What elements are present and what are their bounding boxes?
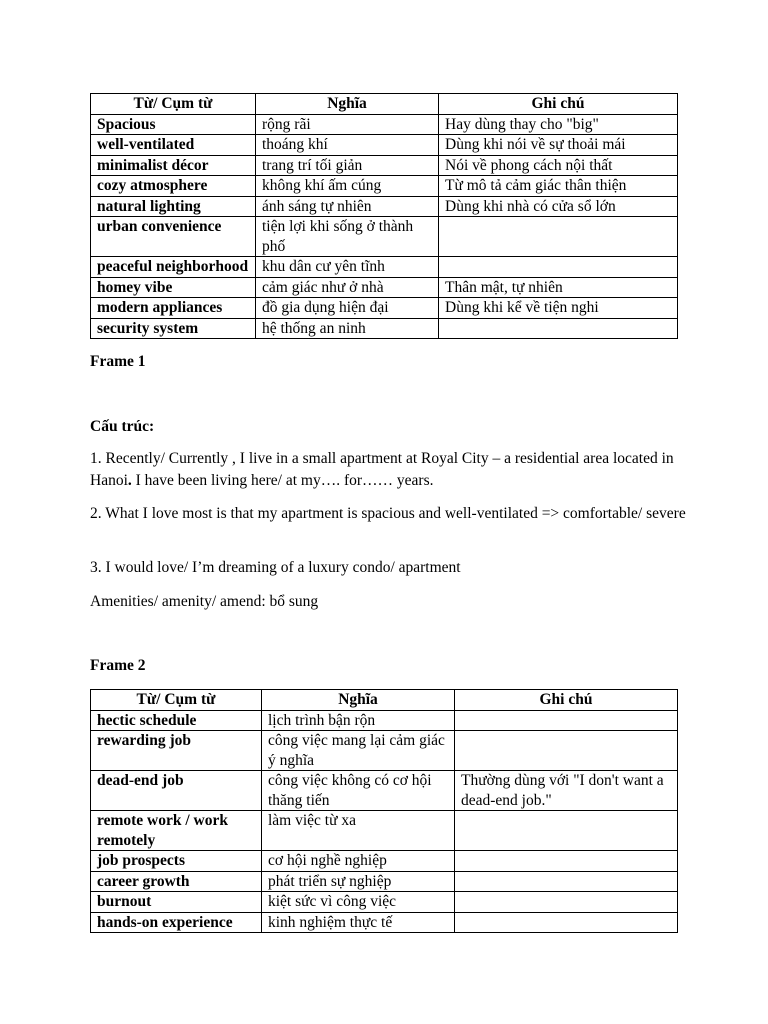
- vocab-table-housing: [90, 93, 678, 339]
- table-row: [91, 298, 678, 319]
- meaning-cell: phát triển sự nghiệp: [262, 871, 455, 892]
- term-cell: natural lighting: [91, 196, 256, 217]
- table-header-row: [91, 690, 678, 711]
- note-cell: Thường dùng với "I don't want a dead-end job.": [455, 771, 678, 811]
- table-row: [91, 771, 678, 811]
- meaning-cell: thoáng khí: [256, 135, 439, 156]
- meaning-cell: kinh nghiệm thực tế: [262, 912, 455, 933]
- meaning-cell: rộng rãi: [256, 114, 439, 135]
- table-row: [91, 318, 678, 339]
- meaning-cell: công việc không có cơ hội thăng tiến: [262, 771, 455, 811]
- term-cell: urban convenience: [91, 217, 256, 257]
- note-cell: [455, 912, 678, 933]
- note-cell: [439, 318, 678, 339]
- term-cell: burnout: [91, 892, 262, 913]
- note-cell: [455, 811, 678, 851]
- sentence-1-part-b: I have been living here/ at my…. for…… years.: [131, 472, 434, 489]
- header-term: Từ/ Cụm từ: [91, 690, 262, 711]
- meaning-cell: ánh sáng tự nhiên: [256, 196, 439, 217]
- meaning-cell: kiệt sức vì công việc: [262, 892, 455, 913]
- structure-heading: Cấu trúc:: [90, 418, 155, 435]
- meaning-cell: trang trí tối giản: [256, 155, 439, 176]
- sentence-2: 2. What I love most is that my apartment is spacious and well-ventilated => comfortable/ severe: [90, 505, 686, 522]
- note-cell: Hay dùng thay cho "big": [439, 114, 678, 135]
- meaning-cell: cơ hội nghề nghiệp: [262, 851, 455, 872]
- note-cell: [455, 731, 678, 771]
- note-cell: [455, 871, 678, 892]
- table-row: [91, 196, 678, 217]
- header-meaning: Nghĩa: [262, 690, 455, 711]
- term-cell: career growth: [91, 871, 262, 892]
- meaning-cell: lịch trình bận rộn: [262, 710, 455, 731]
- term-cell: security system: [91, 318, 256, 339]
- header-note: Ghi chú: [439, 94, 678, 115]
- table-row: [91, 710, 678, 731]
- term-cell: modern appliances: [91, 298, 256, 319]
- term-cell: rewarding job: [91, 731, 262, 771]
- term-cell: minimalist décor: [91, 155, 256, 176]
- sentence-1: [90, 448, 690, 492]
- frame-2-label: Frame 2: [90, 657, 146, 674]
- term-cell: hands-on experience: [91, 912, 262, 933]
- header-meaning: Nghĩa: [256, 94, 439, 115]
- meaning-cell: công việc mang lại cảm giác ý nghĩa: [262, 731, 455, 771]
- table-row: [91, 114, 678, 135]
- table-row: [91, 912, 678, 933]
- term-cell: peaceful neighborhood: [91, 257, 256, 278]
- sentence-3: 3. I would love/ I’m dreaming of a luxury condo/ apartment: [90, 559, 461, 576]
- note-cell: [455, 851, 678, 872]
- term-cell: cozy atmosphere: [91, 176, 256, 197]
- note-cell: [439, 257, 678, 278]
- sentence-1-dot: .: [127, 472, 132, 489]
- table-row: [91, 892, 678, 913]
- table-row: [91, 731, 678, 771]
- vocab-table-work: [90, 689, 678, 933]
- meaning-cell: tiện lợi khi sống ở thành phố: [256, 217, 439, 257]
- term-cell: dead-end job: [91, 771, 262, 811]
- note-cell: Nói về phong cách nội thất: [439, 155, 678, 176]
- sentence-1-part-a: 1. Recently/ Currently , I live in a small apartment at Royal City – a residential area located in Hanoi: [90, 450, 674, 489]
- table-row: [91, 851, 678, 872]
- table-row: [91, 257, 678, 278]
- term-cell: Spacious: [91, 114, 256, 135]
- note-cell: [455, 892, 678, 913]
- table-row: [91, 176, 678, 197]
- table-row: [91, 155, 678, 176]
- note-cell: Dùng khi kể về tiện nghi: [439, 298, 678, 319]
- note-cell: [439, 217, 678, 257]
- header-note: Ghi chú: [455, 690, 678, 711]
- term-cell: hectic schedule: [91, 710, 262, 731]
- note-cell: Dùng khi nhà có cửa sổ lớn: [439, 196, 678, 217]
- note-cell: Dùng khi nói về sự thoải mái: [439, 135, 678, 156]
- table-row: [91, 811, 678, 851]
- term-cell: job prospects: [91, 851, 262, 872]
- term-cell: remote work / work remotely: [91, 811, 262, 851]
- term-cell: homey vibe: [91, 277, 256, 298]
- header-term: Từ/ Cụm từ: [91, 94, 256, 115]
- note-cell: Thân mật, tự nhiên: [439, 277, 678, 298]
- term-cell: well-ventilated: [91, 135, 256, 156]
- amenities-line: Amenities/ amenity/ amend: bổ sung: [90, 593, 319, 610]
- meaning-cell: cảm giác như ở nhà: [256, 277, 439, 298]
- meaning-cell: làm việc từ xa: [262, 811, 455, 851]
- meaning-cell: không khí ấm cúng: [256, 176, 439, 197]
- table-row: [91, 135, 678, 156]
- meaning-cell: khu dân cư yên tĩnh: [256, 257, 439, 278]
- note-cell: Từ mô tả cảm giác thân thiện: [439, 176, 678, 197]
- meaning-cell: đồ gia dụng hiện đại: [256, 298, 439, 319]
- table-row: [91, 277, 678, 298]
- table-row: [91, 217, 678, 257]
- meaning-cell: hệ thống an ninh: [256, 318, 439, 339]
- frame-1-label: Frame 1: [90, 353, 146, 370]
- note-cell: [455, 710, 678, 731]
- table-header-row: [91, 94, 678, 115]
- table-row: [91, 871, 678, 892]
